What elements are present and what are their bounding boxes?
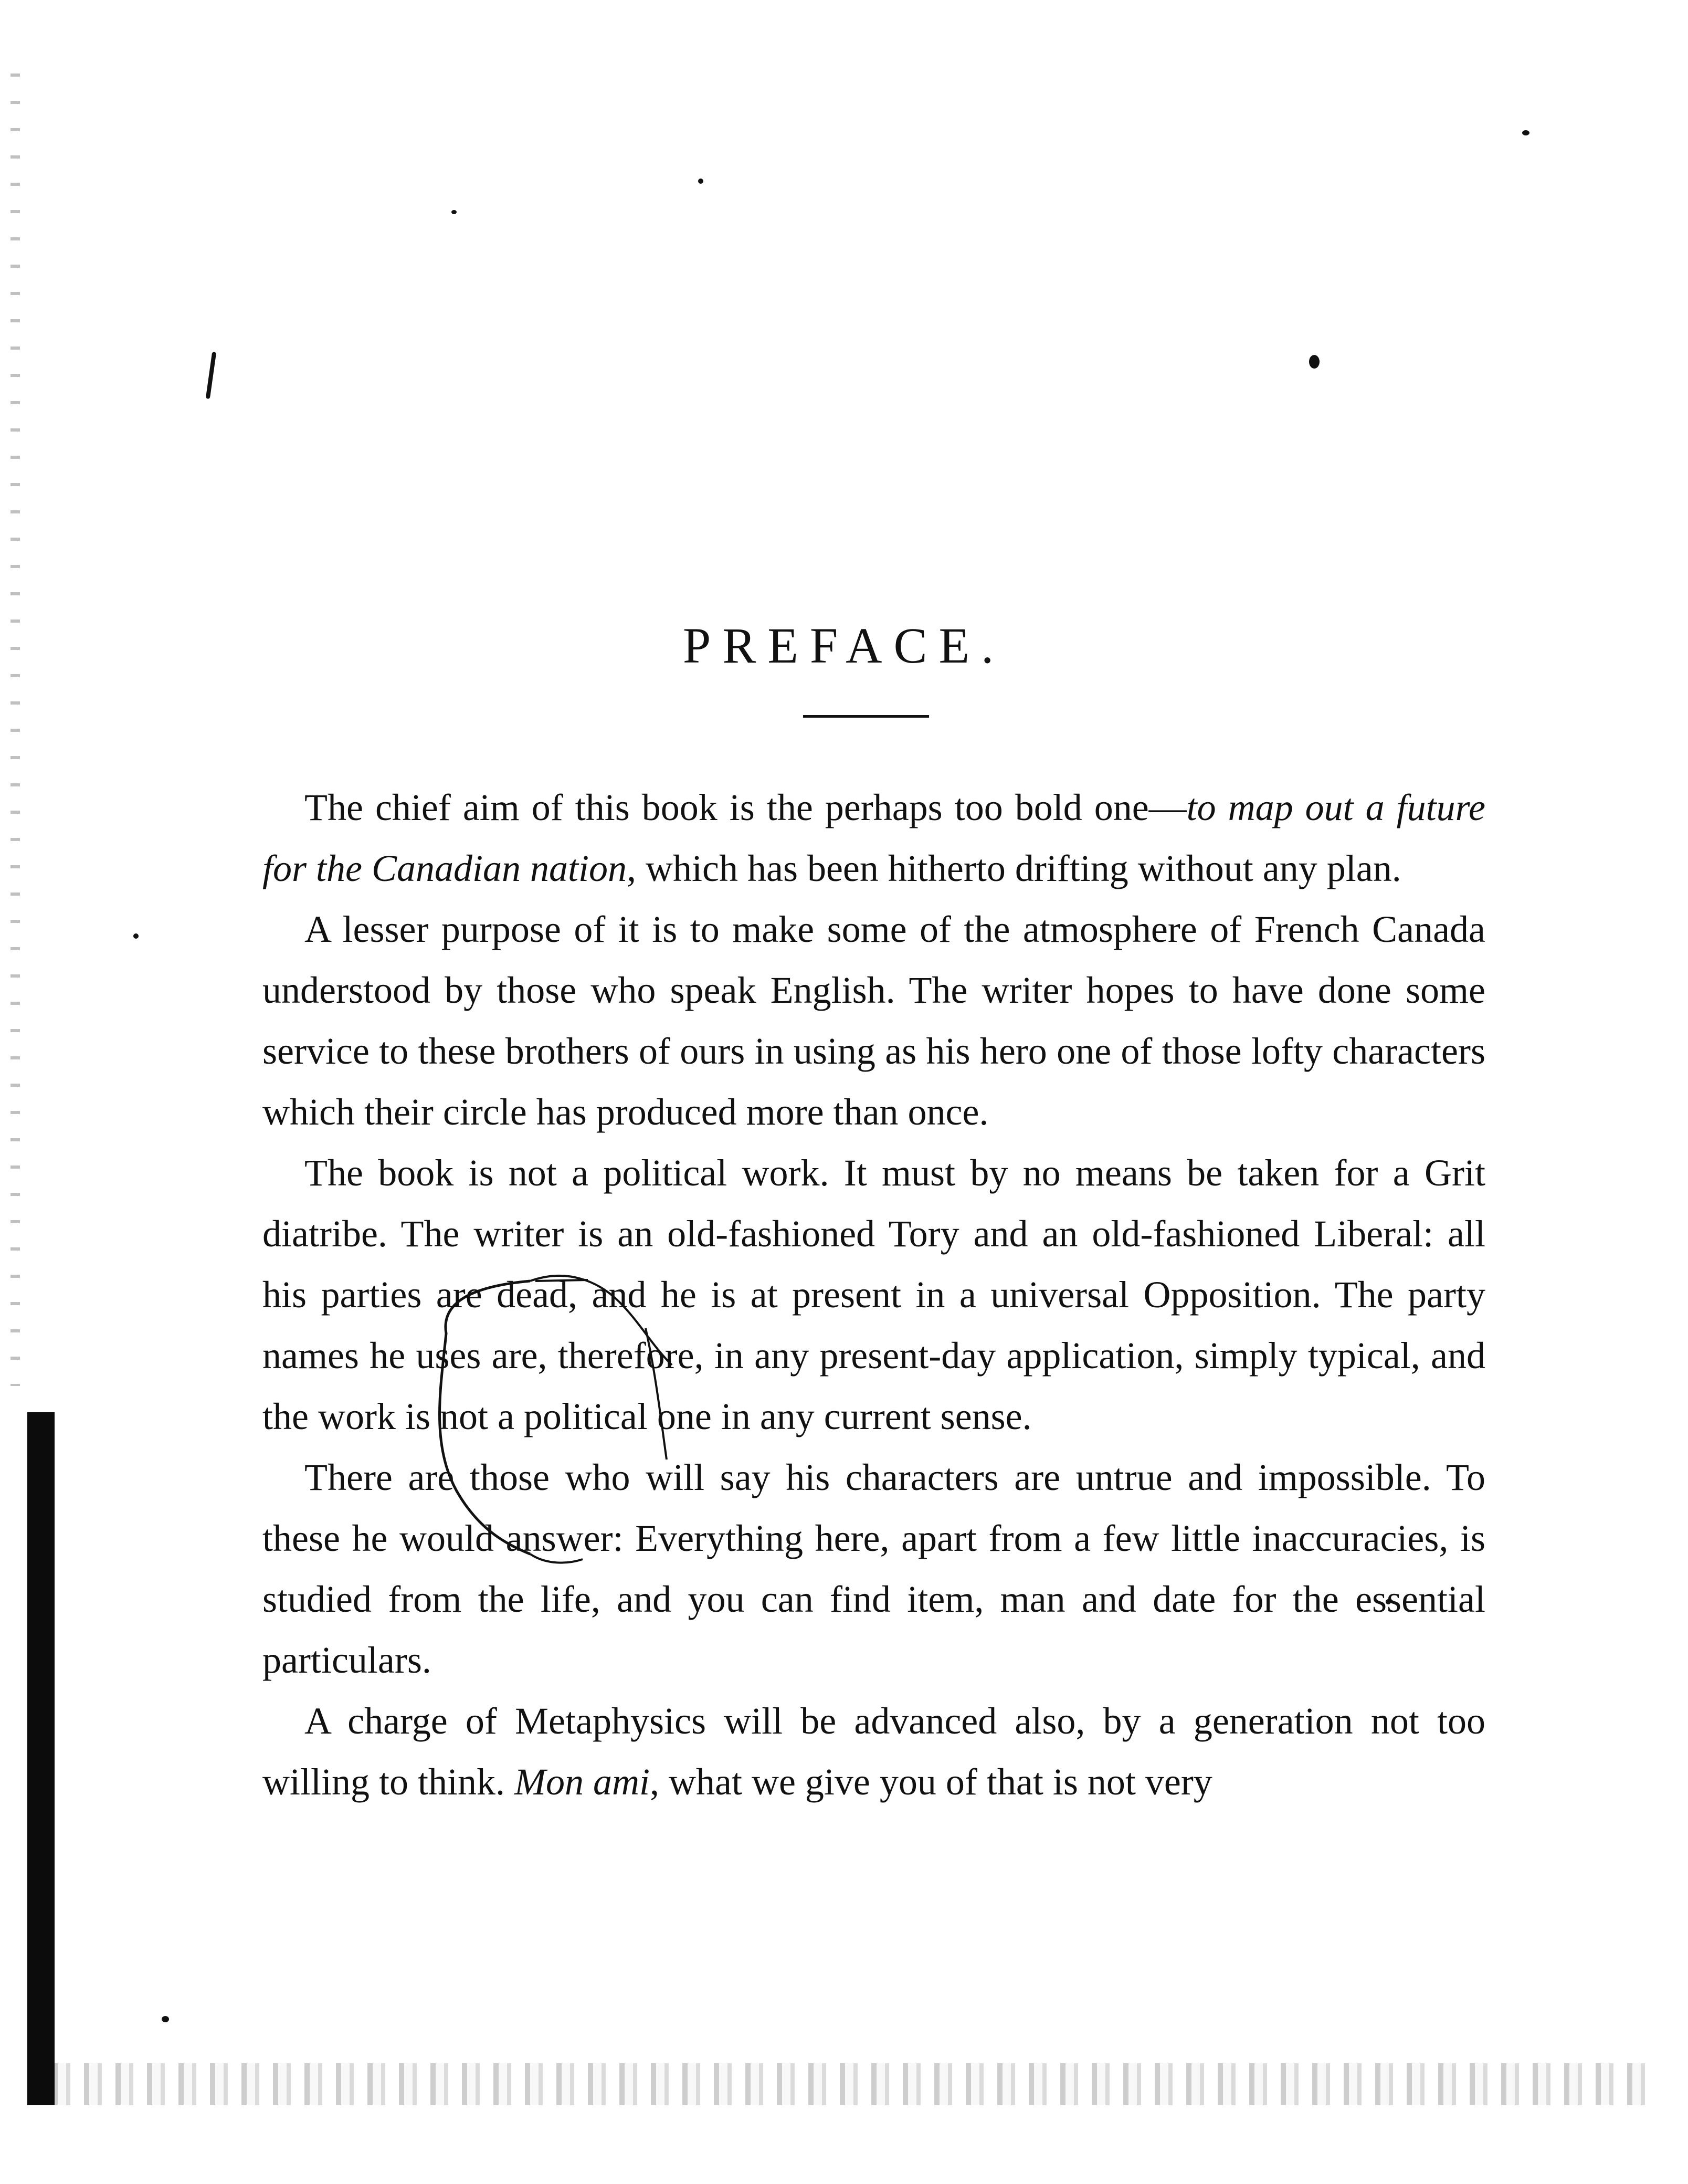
ink-speck — [206, 352, 216, 399]
italic-run: to map out a future for the Canadian nation — [262, 786, 1485, 889]
text-run: A lesser purpose of it is to make some of the atmosphere of French Canada understood by those who speak English. The writer hopes to have done some service to these brothers of ours in using as his hero one of those lofty characters which their circle has produced more than once. — [262, 908, 1485, 1133]
paragraph — [262, 777, 1485, 899]
text-run: There are those who will say his characters are untrue and impossible. To these he would answer: Everything here, apart from a few little inaccuracies, is studied from the life, and you can find item, man and date for the essential particulars. — [262, 1456, 1485, 1681]
scan-bottom-smudge — [52, 2063, 1659, 2105]
paragraph — [262, 899, 1485, 1142]
title-rule — [803, 715, 929, 718]
ink-speck — [698, 178, 703, 184]
ink-speck — [162, 2016, 169, 2022]
handwritten-annotation-mark — [409, 1270, 777, 1638]
text-run: A charge of Metaphysics will be advanced also, by a generation not too willing to think. — [262, 1700, 1485, 1803]
paragraph — [262, 1690, 1485, 1812]
ink-speck — [1309, 355, 1320, 369]
text-run: , which has been hitherto drifting without any plan. — [627, 847, 1401, 889]
text-run: The chief aim of this book is the perhaps too bold one— — [304, 786, 1187, 828]
ink-speck — [133, 933, 139, 939]
ink-speck — [1522, 130, 1529, 135]
italic-run: Mon ami — [514, 1761, 650, 1803]
page-title: PREFACE. — [682, 617, 1006, 674]
scan-edge-shadow — [27, 1412, 55, 2105]
text-run: The book is not a political work. It must by no means be taken for a Grit diatribe. The writer is an old-fashioned Tory and an old-fashioned Liberal: all his parties are dead, and he is at present in a universal Opposition. The party names he uses are, therefore, in any present-day application, simply typical, and the work is not a political one in any current sense. — [262, 1152, 1485, 1437]
text-run: , what we give you of that is not very — [650, 1761, 1212, 1803]
scan-margin-dots — [10, 74, 20, 1386]
ink-speck — [451, 210, 457, 214]
